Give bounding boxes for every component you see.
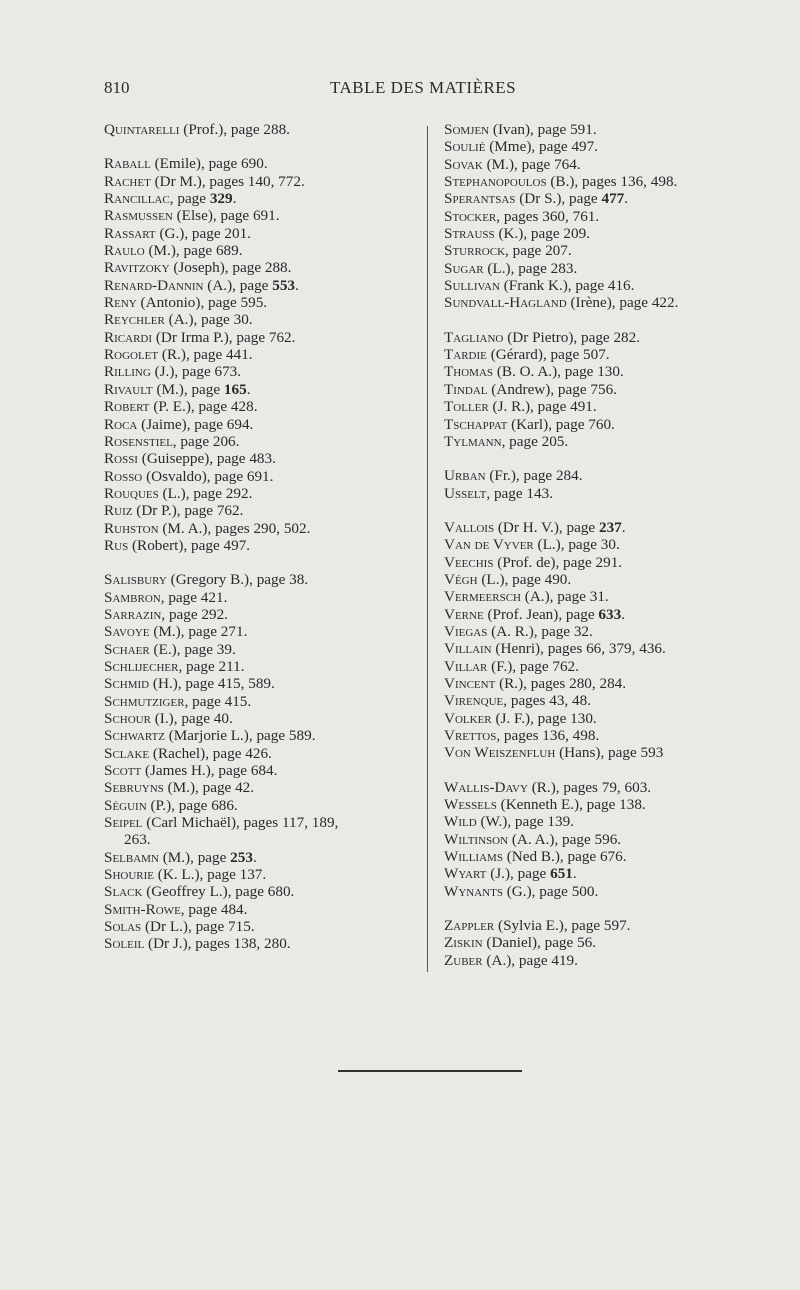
index-entry [444, 190, 790, 207]
entry-name: Wynants [444, 882, 503, 900]
entry-punct: . [295, 276, 299, 294]
entry-name: Von Weiszenfluh [444, 744, 556, 762]
entry-name: Veechis [444, 553, 494, 571]
index-entry [104, 433, 414, 450]
index-entry [104, 468, 414, 485]
entry-name: Schmutziger [104, 692, 185, 710]
entry-details: , page 415. [184, 692, 252, 710]
index-entry [104, 849, 414, 866]
entry-details: (L.), page 30. [533, 536, 620, 554]
entry-details: (A. A.), page 596. [508, 830, 622, 848]
entry-name: Séguin [104, 796, 147, 814]
entry-details: (Henri), pages 66, 379, 436. [491, 640, 666, 658]
index-entry [444, 883, 790, 900]
entry-name: Rouques [104, 484, 159, 502]
entry-details: (Prof. de), page 291. [493, 553, 623, 571]
entry-bold-page: 477 [601, 190, 625, 208]
entry-name: Sebruyns [104, 779, 164, 797]
entry-name: Tschappat [444, 415, 508, 433]
entry-name: Rossi [104, 450, 138, 468]
section-gap [104, 138, 414, 155]
section-gap [444, 312, 790, 329]
index-entry [444, 848, 790, 865]
column-divider [427, 126, 428, 972]
entry-details: (Karl), page 760. [507, 415, 615, 433]
entry-punct: . [572, 865, 577, 883]
entry-details: , page 207. [505, 242, 572, 260]
entry-name: Toller [444, 398, 489, 416]
entry-bold-page: 329 [209, 190, 233, 208]
entry-name: Reychler [104, 311, 165, 329]
entry-details: , page 206. [172, 432, 240, 450]
entry-name: Sovak [444, 155, 483, 173]
index-entry [444, 433, 790, 450]
entry-name: Virenque [444, 692, 504, 710]
entry-details: (Frank K.), page 416. [499, 277, 635, 295]
index-entry [444, 277, 790, 294]
index-column-left [104, 121, 414, 953]
index-entry [444, 121, 790, 138]
entry-details: , page [169, 190, 210, 208]
index-entry [444, 779, 790, 796]
entry-details: (F.), page 762. [487, 657, 579, 675]
index-entry [104, 329, 414, 346]
index-entry [104, 416, 414, 433]
entry-details: (Dr J.), pages 138, 280. [144, 935, 291, 953]
entry-name: Scott [104, 762, 142, 780]
entry-name: Solas [104, 918, 142, 936]
page-header [0, 78, 800, 102]
entry-details: (J. R.), page 491. [488, 398, 597, 416]
entry-name: Quintarelli [104, 121, 180, 138]
entry-details: (Emile), page 690. [150, 155, 268, 173]
index-entry [104, 918, 414, 935]
index-entry [444, 727, 790, 744]
entry-details: (Irène), page 422. [566, 294, 679, 312]
index-entry [104, 710, 414, 727]
index-entry [444, 346, 790, 363]
entry-details: (J.), page [486, 865, 551, 883]
entry-details: (Andrew), page 756. [487, 380, 617, 398]
entry-name: Schwartz [104, 727, 165, 745]
entry-name: Salisbury [104, 571, 167, 589]
entry-name: Ruhston [104, 519, 159, 537]
index-entry [444, 675, 790, 692]
entry-name: Zappler [444, 917, 495, 935]
entry-details: (Carl Michaël), pages 117, 189, [142, 814, 339, 832]
index-entry [444, 710, 790, 727]
index-entry [104, 485, 414, 502]
entry-name: Van de Vyver [444, 536, 534, 554]
entry-details: (Dr H. V.), page [494, 518, 599, 536]
index-entry [104, 520, 414, 537]
entry-name: Roca [104, 415, 138, 433]
entry-name: Tagliano [444, 328, 504, 346]
entry-details: (L.), page 283. [483, 259, 578, 277]
entry-details: (Hans), page 593 [555, 744, 664, 762]
entry-details: (Dr L.), page 715. [141, 918, 255, 936]
section-gap [444, 762, 790, 779]
entry-details: (B.), pages 136, 498. [546, 173, 678, 191]
entry-name: Schmid [104, 675, 150, 693]
entry-name: Ruiz [104, 502, 133, 520]
entry-details: (K. L.), page 137. [154, 866, 267, 884]
entry-name: Rasmussen [104, 207, 173, 225]
section-gap [444, 502, 790, 519]
index-entry [104, 675, 414, 692]
index-entry [444, 588, 790, 605]
index-entry [104, 606, 414, 623]
entry-name: Seipel [104, 814, 143, 832]
entry-details: (M.), page 764. [482, 155, 581, 173]
entry-name: Rancillac [104, 190, 170, 208]
entry-details: , page 484. [180, 900, 248, 918]
entry-name: Verne [444, 605, 484, 623]
entry-details: (M.), page 271. [149, 623, 248, 641]
entry-details: (Ned B.), page 676. [502, 848, 627, 866]
entry-details: , page 205. [501, 432, 569, 450]
index-entry [444, 363, 790, 380]
index-entry [444, 606, 790, 623]
index-entry [104, 658, 414, 675]
entry-name: Selbamn [104, 848, 159, 866]
index-entry [104, 381, 414, 398]
entry-name: Raulo [104, 242, 145, 260]
entry-name: Savoye [104, 623, 150, 641]
entry-details: (K.), page 209. [494, 225, 590, 243]
index-entry [104, 693, 414, 710]
entry-details: (A. R.), page 32. [487, 622, 593, 640]
entry-name: Villain [444, 640, 492, 658]
entry-details: (Dr S.), page [515, 190, 602, 208]
entry-details: (A.), page 419. [482, 951, 578, 969]
page-number: 810 [104, 78, 130, 97]
index-entry [444, 398, 790, 415]
entry-details: (I.), page 40. [150, 710, 233, 727]
entry-name: Sclake [104, 744, 150, 762]
entry-details: , pages 136, 498. [496, 727, 600, 744]
entry-name: Stephanopoulos [444, 173, 547, 191]
entry-name: Vrettos [444, 727, 497, 744]
entry-details: (Marjorie L.), page 589. [164, 727, 316, 745]
entry-name: Sturrock [444, 242, 506, 260]
entry-details: (Dr P.), page 762. [132, 502, 244, 520]
entry-details: (Else), page 691. [172, 207, 280, 225]
index-entry [444, 536, 790, 553]
index-entry [104, 277, 414, 294]
entry-name: Soleil [104, 935, 145, 953]
entry-name: Rilling [104, 363, 151, 381]
entry-bold-page: 651 [550, 865, 573, 883]
entry-details: (G.), page 201. [155, 224, 251, 242]
index-entry [104, 450, 414, 467]
entry-name: Ravitzoky [104, 259, 170, 277]
entry-name: Schaer [104, 640, 150, 658]
entry-name: Urban [444, 467, 486, 485]
entry-name: Sambron [104, 588, 161, 606]
entry-name: Somjen [444, 121, 490, 138]
entry-details: (Prof.), page 288. [179, 121, 290, 138]
entry-details: (James H.), page 684. [141, 762, 278, 780]
index-entry [444, 658, 790, 675]
entry-name: Végh [444, 570, 478, 588]
entry-details: (L.), page 292. [158, 484, 253, 502]
index-entry [444, 208, 790, 225]
index-entry [444, 571, 790, 588]
entry-name: Sundvall-Hagland [444, 294, 567, 312]
entry-details: (Sylvia E.), page 597. [494, 917, 631, 935]
entry-name: Tindal [444, 380, 488, 398]
index-column-right [444, 121, 790, 969]
entry-name: Rachet [104, 172, 151, 190]
index-entry [104, 173, 414, 190]
index-entry [444, 640, 790, 657]
entry-name: Rassart [104, 224, 156, 242]
entry-name: Usselt [444, 484, 487, 502]
index-entry [444, 467, 790, 484]
entry-name: Villar [444, 657, 488, 675]
index-entry [444, 138, 790, 155]
entry-details: (Osvaldo), page 691. [142, 467, 274, 485]
entry-details: (P.), page 686. [146, 796, 238, 814]
index-entry [104, 259, 414, 276]
index-entry [104, 571, 414, 588]
entry-details: (Daniel), page 56. [482, 934, 597, 952]
entry-name: Wyart [444, 865, 487, 883]
entry-name: Smith-Rowe [104, 900, 181, 918]
entry-name: Rosso [104, 467, 143, 485]
index-entry [104, 311, 414, 328]
entry-name: Wessels [444, 796, 497, 814]
entry-name: Zuber [444, 951, 483, 969]
index-entry [444, 692, 790, 709]
entry-details: (Dr Pietro), page 282. [503, 328, 641, 346]
index-entry [104, 727, 414, 744]
index-entry [104, 866, 414, 883]
entry-name: Vincent [444, 674, 496, 692]
index-entry [444, 865, 790, 882]
entry-details: (Fr.), page 284. [485, 467, 583, 485]
entry-details: (Joseph), page 288. [169, 259, 292, 277]
entry-name: Soulié [444, 138, 486, 156]
entry-punct: . [621, 605, 625, 623]
entry-details: (A.), page 31. [520, 588, 609, 606]
entry-details: , pages 360, 761. [496, 207, 600, 225]
entry-details: (Dr Irma P.), page 762. [152, 328, 296, 346]
index-entry [444, 952, 790, 969]
entry-name: Vermeersch [444, 588, 521, 606]
index-entry [444, 225, 790, 242]
entry-bold-page: 237 [598, 518, 622, 536]
entry-details: (Kenneth E.), page 138. [496, 796, 646, 814]
entry-details: (Gérard), page 507. [486, 346, 610, 364]
entry-name: Tardie [444, 346, 487, 364]
entry-details: , page 292. [161, 605, 228, 623]
index-entry [104, 155, 414, 172]
entry-details: (J.), page 673. [150, 363, 242, 381]
entry-name: Sugar [444, 259, 484, 277]
entry-details: (M. A.), pages 290, 502. [158, 519, 311, 537]
entry-name: Renard-Dannin [104, 276, 204, 294]
entry-details: , page 421. [160, 588, 228, 606]
entry-details: , page 143. [486, 484, 553, 502]
index-entry [444, 381, 790, 398]
index-entry [104, 190, 414, 207]
entry-name: Wild [444, 813, 477, 831]
entry-name: Wallis-Davy [444, 778, 528, 796]
entry-name: Slack [104, 883, 143, 901]
entry-punct: . [246, 380, 251, 398]
entry-punct: . [621, 518, 626, 536]
entry-details: (Dr M.), pages 140, 772. [150, 172, 305, 190]
index-entry [104, 935, 414, 952]
index-entry [444, 917, 790, 934]
entry-details: (B. O. A.), page 130. [493, 363, 624, 381]
entry-name: Viegas [444, 622, 488, 640]
index-entry [104, 398, 414, 415]
section-gap [444, 450, 790, 467]
index-entry [444, 623, 790, 640]
entry-name: Strauss [444, 225, 495, 243]
entry-name: Raball [104, 155, 151, 173]
index-entry [444, 329, 790, 346]
index-entry [444, 934, 790, 951]
entry-details: (R.), page 441. [158, 346, 253, 364]
index-entry [444, 744, 790, 761]
index-entry [444, 554, 790, 571]
index-entry [104, 502, 414, 519]
entry-details: (M.), page 42. [163, 779, 255, 797]
entry-bold-page: 553 [272, 276, 296, 294]
entry-details: (A.), page [203, 276, 273, 294]
index-entry [104, 745, 414, 762]
entry-details: (Jaime), page 694. [137, 415, 254, 433]
entry-details: (Robert), page 497. [128, 536, 251, 554]
entry-name: Tylmann [444, 432, 502, 450]
entry-details: , pages 43, 48. [503, 692, 591, 710]
index-entry [104, 814, 414, 849]
entry-details: (Ivan), page 591. [489, 121, 597, 138]
index-entry [444, 416, 790, 433]
entry-name: Williams [444, 848, 503, 866]
index-entry [444, 242, 790, 259]
end-rule [338, 1070, 522, 1072]
index-entry [104, 623, 414, 640]
entry-punct: . [252, 848, 257, 866]
running-title: TABLE DES MATIÈRES [330, 78, 517, 97]
entry-punct: . [624, 190, 629, 208]
entry-details: (Mme), page 497. [485, 138, 599, 156]
index-entry [104, 363, 414, 380]
entry-bold-page: 253 [230, 848, 253, 866]
entry-bold-page: 165 [223, 380, 247, 398]
section-gap [444, 900, 790, 917]
entry-bold-page: 633 [598, 605, 622, 623]
entry-name: Rus [104, 536, 129, 554]
index-entry [104, 883, 414, 900]
entry-name: Rivault [104, 380, 153, 398]
entry-details: (M.), page [152, 380, 224, 398]
index-entry [104, 589, 414, 606]
entry-name: Sarrazin [104, 605, 162, 623]
index-entry [104, 762, 414, 779]
entry-details: (P. E.), page 428. [149, 398, 258, 416]
index-entry [444, 173, 790, 190]
entry-details: (R.), pages 79, 603. [527, 778, 652, 796]
index-entry [104, 797, 414, 814]
index-entry [104, 207, 414, 224]
entry-name: Ricardi [104, 328, 153, 346]
entry-details: (Geoffrey L.), page 680. [142, 883, 295, 901]
entry-continuation: 263. [124, 831, 151, 849]
entry-details: (J. F.), page 130. [491, 709, 597, 727]
entry-details: , page 211. [178, 657, 245, 675]
entry-details: (Guiseppe), page 483. [137, 450, 276, 468]
entry-details: (A.), page 30. [164, 311, 253, 329]
index-entry [104, 641, 414, 658]
entry-punct: . [232, 190, 237, 208]
entry-details: (H.), page 415, 589. [149, 675, 275, 693]
entry-name: Shourie [104, 866, 154, 884]
entry-name: Vallois [444, 518, 495, 536]
index-entry [104, 537, 414, 554]
entry-details: (M.), page [158, 848, 231, 866]
entry-details: (G.), page 500. [502, 882, 599, 900]
index-entry [104, 294, 414, 311]
index-entry [444, 519, 790, 536]
entry-name: Sperantsas [444, 190, 516, 208]
index-entry [444, 260, 790, 277]
entry-name: Thomas [444, 363, 494, 381]
index-entry [104, 121, 414, 138]
entry-name: Sullivan [444, 277, 500, 295]
entry-details: (Gregory B.), page 38. [166, 571, 309, 589]
entry-name: Rosenstiel [104, 432, 173, 450]
index-entry [104, 225, 414, 242]
index-entry [444, 813, 790, 830]
entry-name: Robert [104, 398, 150, 416]
index-entry [444, 796, 790, 813]
index-entry [104, 346, 414, 363]
entry-name: Schlijecher [104, 657, 179, 675]
entry-details: (E.), page 39. [149, 640, 236, 658]
entry-name: Stocker [444, 207, 497, 225]
entry-details: (Prof. Jean), page [483, 605, 599, 623]
entry-name: Ziskin [444, 934, 483, 952]
entry-details: (Antonio), page 595. [136, 294, 268, 312]
index-entry [104, 779, 414, 796]
entry-name: Reny [104, 294, 137, 312]
entry-details: (W.), page 139. [476, 813, 574, 831]
index-entry [444, 485, 790, 502]
index-entry [444, 831, 790, 848]
index-entry [104, 901, 414, 918]
entry-details: (R.), pages 280, 284. [495, 674, 627, 692]
entry-name: Volker [444, 709, 492, 727]
entry-details: (Rachel), page 426. [149, 744, 272, 762]
entry-name: Schour [104, 710, 151, 727]
entry-name: Wiltinson [444, 830, 509, 848]
index-entry [444, 156, 790, 173]
entry-details: (L.), page 490. [477, 570, 572, 588]
section-gap [104, 554, 414, 571]
entry-details: (M.), page 689. [144, 242, 243, 260]
index-entry [444, 294, 790, 311]
index-entry [104, 242, 414, 259]
entry-name: Rogolet [104, 346, 159, 364]
